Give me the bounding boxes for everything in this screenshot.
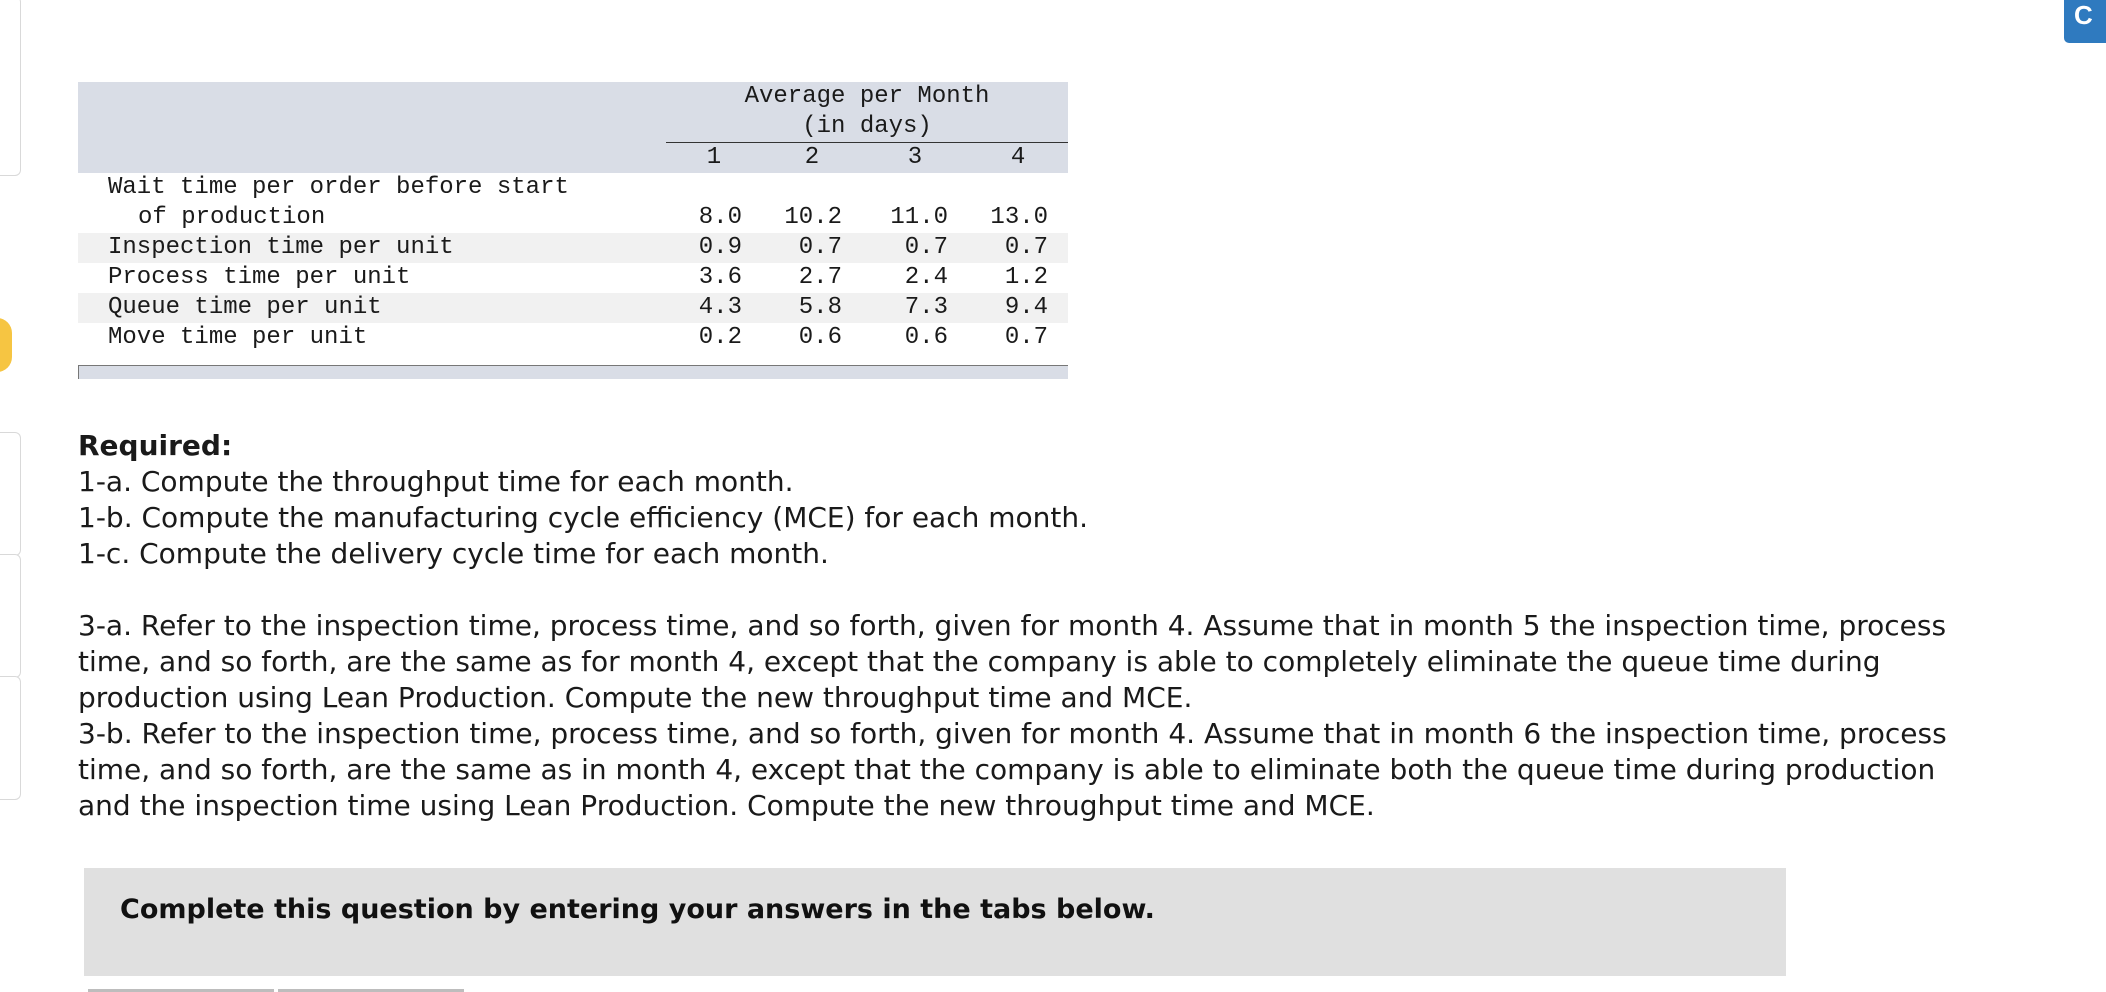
- table-row: [78, 263, 1068, 293]
- table-cell: 0.2: [666, 323, 762, 353]
- table-cell: 13.0: [968, 203, 1068, 233]
- required-heading: Required:: [78, 429, 233, 462]
- table-cell: 0.9: [666, 233, 762, 263]
- table-cell: 0.7: [762, 233, 862, 263]
- table-cell: 5.8: [762, 293, 862, 323]
- row-label: Queue time per unit: [78, 293, 666, 323]
- table-cell: 11.0: [862, 203, 968, 233]
- left-panel-card-2: [0, 432, 21, 556]
- table-row: [78, 173, 1068, 203]
- table-cell: 7.3: [862, 293, 968, 323]
- month-header-4: 4: [968, 143, 1068, 174]
- table-cell: 0.6: [762, 323, 862, 353]
- table-cell: 0.7: [968, 323, 1068, 353]
- requirement-item: 1-c. Compute the delivery cycle time for each month.: [78, 537, 829, 570]
- header-spacer: [78, 82, 666, 143]
- month-header-3: 3: [862, 143, 968, 174]
- table-cell: 9.4: [968, 293, 1068, 323]
- requirement-item: 1-a. Compute the throughput time for each month.: [78, 465, 794, 498]
- row-label: Process time per unit: [78, 263, 666, 293]
- left-edge-indicator[interactable]: [0, 318, 12, 372]
- corner-action-button[interactable]: C: [2064, 0, 2106, 43]
- month-header-1: 1: [666, 143, 762, 174]
- table-cell: 0.7: [968, 233, 1068, 263]
- row-label-continued: of production: [78, 203, 666, 233]
- table-cell: 4.3: [666, 293, 762, 323]
- required-section: [78, 428, 1978, 824]
- table-row: [78, 293, 1068, 323]
- table-cell: 2.4: [862, 263, 968, 293]
- table-row: [78, 203, 1068, 233]
- requirement-item: 3-b. Refer to the inspection time, process time, and so forth, given for month 4. Assume that in month 6 the inspection time, process time, and so forth, are the same as in month 4, except that the company is able to eliminate both the queue time during production and the inspection time using Lean Production. Compute the new throughput time and MCE.: [78, 717, 1947, 822]
- left-panel-card-1: [0, 0, 21, 176]
- spacer: [78, 572, 1978, 608]
- table-cell: 2.7: [762, 263, 862, 293]
- table-cell: 10.2: [762, 203, 862, 233]
- header-spacer: [78, 143, 666, 174]
- table-cell: 0.6: [862, 323, 968, 353]
- table-cell: 3.6: [666, 263, 762, 293]
- table-cell: 1.2: [968, 263, 1068, 293]
- requirement-item: 1-b. Compute the manufacturing cycle efficiency (MCE) for each month.: [78, 501, 1089, 534]
- table-row: [78, 233, 1068, 263]
- row-label: Inspection time per unit: [78, 233, 666, 263]
- row-label: Wait time per order before start: [78, 173, 666, 203]
- column-group-title-line2: (in days): [802, 113, 932, 140]
- month-header-2: 2: [762, 143, 862, 174]
- instruction-banner: [84, 868, 1786, 976]
- left-panel-card-3: [0, 554, 21, 678]
- row-label: Move time per unit: [78, 323, 666, 353]
- requirement-item: 3-a. Refer to the inspection time, process time, and so forth, given for month 4. Assume that in month 5 the inspection time, process time, and so forth, are the same as for month 4, except that the company is able to completely eliminate the queue time during production using Lean Production. Compute the new throughput time and MCE.: [78, 609, 1947, 714]
- instruction-text: Complete this question by entering your answers in the tabs below.: [120, 894, 1155, 925]
- table-cell: 0.7: [862, 233, 968, 263]
- column-group-title-line1: Average per Month: [744, 83, 990, 110]
- table-cell: 8.0: [666, 203, 762, 233]
- table-row: [78, 323, 1068, 353]
- left-panel-card-4: [0, 676, 21, 800]
- table-footer-bar: [78, 365, 1068, 379]
- time-data-table: [78, 82, 1068, 379]
- column-group-title: [666, 82, 1068, 143]
